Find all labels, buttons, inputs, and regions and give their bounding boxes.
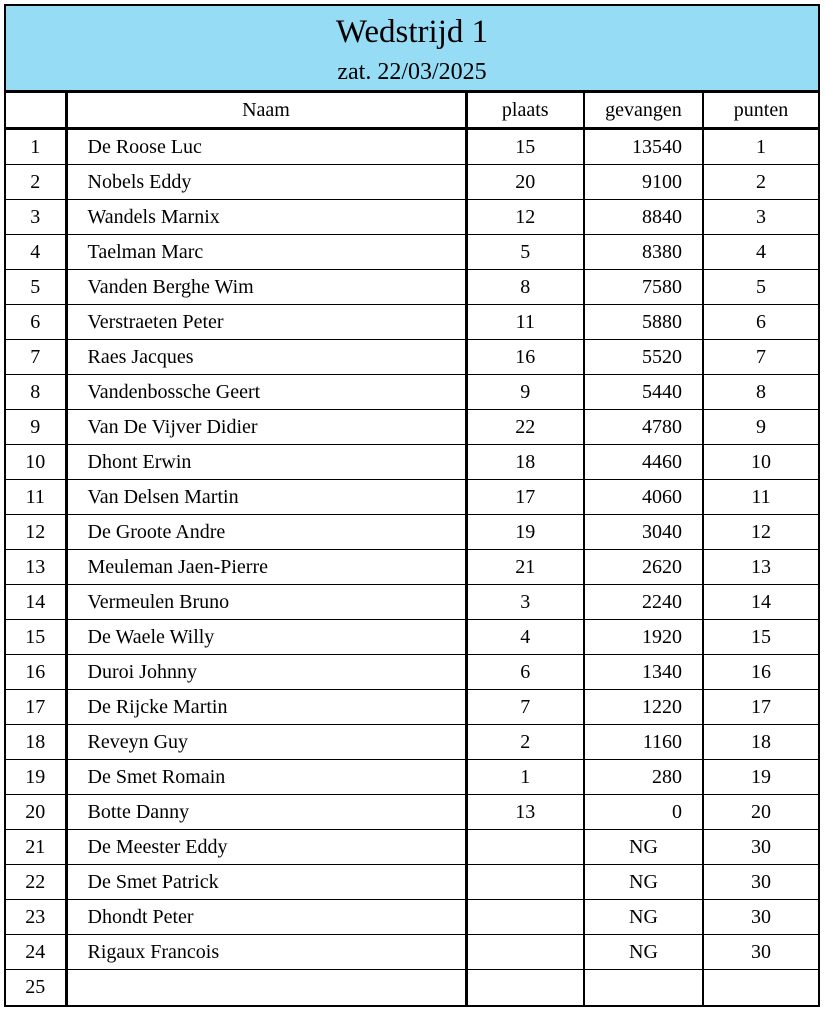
cell-place: 12 — [466, 200, 584, 235]
cell-caught: 0 — [584, 795, 703, 830]
cell-points — [703, 970, 818, 1005]
cell-place — [466, 970, 584, 1005]
cell-points: 4 — [703, 235, 818, 270]
table-row — [6, 690, 818, 725]
cell-name: Meuleman Jaen-Pierre — [66, 550, 466, 585]
cell-name: Wandels Marnix — [66, 200, 466, 235]
table-row — [6, 655, 818, 690]
results-sheet — [4, 4, 820, 1007]
cell-place: 8 — [466, 270, 584, 305]
cell-name: Verstraeten Peter — [66, 305, 466, 340]
column-header-rank — [6, 93, 66, 129]
table-row — [6, 725, 818, 760]
cell-caught: 2620 — [584, 550, 703, 585]
cell-place — [466, 900, 584, 935]
header-row — [6, 93, 818, 129]
cell-place: 2 — [466, 725, 584, 760]
column-header-place: plaats — [466, 93, 584, 129]
cell-rank: 9 — [6, 410, 66, 445]
cell-caught: 3040 — [584, 515, 703, 550]
cell-rank: 4 — [6, 235, 66, 270]
cell-caught: 1160 — [584, 725, 703, 760]
table-row — [6, 375, 818, 410]
cell-caught: 8380 — [584, 235, 703, 270]
column-header-caught: gevangen — [584, 93, 703, 129]
cell-rank: 11 — [6, 480, 66, 515]
cell-name: Reveyn Guy — [66, 725, 466, 760]
cell-points: 30 — [703, 900, 818, 935]
cell-place: 13 — [466, 795, 584, 830]
cell-points: 13 — [703, 550, 818, 585]
competition-date: zat. 22/03/2025 — [337, 59, 487, 85]
cell-caught: 8840 — [584, 200, 703, 235]
cell-place: 1 — [466, 760, 584, 795]
cell-place: 20 — [466, 165, 584, 200]
cell-name: De Smet Patrick — [66, 865, 466, 900]
cell-rank: 12 — [6, 515, 66, 550]
cell-caught: 7580 — [584, 270, 703, 305]
results-body — [6, 129, 818, 1005]
cell-rank: 25 — [6, 970, 66, 1005]
table-row — [6, 270, 818, 305]
table-row — [6, 970, 818, 1005]
cell-name: Botte Danny — [66, 795, 466, 830]
cell-caught: 4460 — [584, 445, 703, 480]
cell-caught: 1340 — [584, 655, 703, 690]
table-row — [6, 550, 818, 585]
table-row — [6, 900, 818, 935]
cell-caught: 1220 — [584, 690, 703, 725]
table-row — [6, 830, 818, 865]
cell-rank: 1 — [6, 129, 66, 165]
cell-rank: 22 — [6, 865, 66, 900]
cell-caught: 4780 — [584, 410, 703, 445]
cell-rank: 19 — [6, 760, 66, 795]
cell-rank: 5 — [6, 270, 66, 305]
cell-name: Van Delsen Martin — [66, 480, 466, 515]
cell-caught: 280 — [584, 760, 703, 795]
cell-name: De Roose Luc — [66, 129, 466, 165]
cell-points: 8 — [703, 375, 818, 410]
table-row — [6, 760, 818, 795]
cell-points: 3 — [703, 200, 818, 235]
cell-name: Vandenbossche Geert — [66, 375, 466, 410]
cell-caught: 13540 — [584, 129, 703, 165]
table-row — [6, 515, 818, 550]
table-row — [6, 620, 818, 655]
cell-points: 9 — [703, 410, 818, 445]
cell-points: 2 — [703, 165, 818, 200]
cell-name: De Smet Romain — [66, 760, 466, 795]
cell-rank: 7 — [6, 340, 66, 375]
cell-place: 15 — [466, 129, 584, 165]
cell-rank: 2 — [6, 165, 66, 200]
cell-caught: 5520 — [584, 340, 703, 375]
cell-rank: 18 — [6, 725, 66, 760]
cell-name: Vanden Berghe Wim — [66, 270, 466, 305]
cell-place: 22 — [466, 410, 584, 445]
cell-caught: NG — [584, 865, 703, 900]
cell-name: Vermeulen Bruno — [66, 585, 466, 620]
cell-rank: 6 — [6, 305, 66, 340]
cell-caught: NG — [584, 935, 703, 970]
cell-name: Dhondt Peter — [66, 900, 466, 935]
cell-caught: 5880 — [584, 305, 703, 340]
cell-caught: 2240 — [584, 585, 703, 620]
cell-rank: 8 — [6, 375, 66, 410]
cell-rank: 15 — [6, 620, 66, 655]
cell-points: 5 — [703, 270, 818, 305]
cell-place: 21 — [466, 550, 584, 585]
cell-name: Rigaux Francois — [66, 935, 466, 970]
cell-name: Van De Vijver Didier — [66, 410, 466, 445]
cell-place: 17 — [466, 480, 584, 515]
cell-caught: 1920 — [584, 620, 703, 655]
table-row — [6, 200, 818, 235]
cell-points: 6 — [703, 305, 818, 340]
cell-rank: 13 — [6, 550, 66, 585]
cell-points: 16 — [703, 655, 818, 690]
cell-place — [466, 865, 584, 900]
cell-caught: 4060 — [584, 480, 703, 515]
table-row — [6, 235, 818, 270]
cell-place: 5 — [466, 235, 584, 270]
cell-name: Nobels Eddy — [66, 165, 466, 200]
cell-points: 18 — [703, 725, 818, 760]
cell-place: 6 — [466, 655, 584, 690]
table-row — [6, 165, 818, 200]
cell-place: 9 — [466, 375, 584, 410]
column-header-name: Naam — [66, 93, 466, 129]
cell-name: Duroi Johnny — [66, 655, 466, 690]
cell-points: 7 — [703, 340, 818, 375]
cell-points: 14 — [703, 585, 818, 620]
cell-place — [466, 935, 584, 970]
cell-points: 11 — [703, 480, 818, 515]
table-row — [6, 585, 818, 620]
cell-points: 30 — [703, 865, 818, 900]
table-row — [6, 445, 818, 480]
table-row — [6, 340, 818, 375]
table-row — [6, 935, 818, 970]
cell-rank: 16 — [6, 655, 66, 690]
cell-rank: 3 — [6, 200, 66, 235]
cell-place: 19 — [466, 515, 584, 550]
cell-place: 18 — [466, 445, 584, 480]
cell-caught: NG — [584, 900, 703, 935]
cell-rank: 10 — [6, 445, 66, 480]
table-row — [6, 410, 818, 445]
cell-rank: 17 — [6, 690, 66, 725]
cell-caught: NG — [584, 830, 703, 865]
cell-name: De Waele Willy — [66, 620, 466, 655]
cell-name: Taelman Marc — [66, 235, 466, 270]
table-row — [6, 480, 818, 515]
cell-points: 12 — [703, 515, 818, 550]
table-row — [6, 129, 818, 165]
cell-name: Dhont Erwin — [66, 445, 466, 480]
cell-rank: 23 — [6, 900, 66, 935]
cell-place: 16 — [466, 340, 584, 375]
cell-name: De Groote Andre — [66, 515, 466, 550]
cell-points: 20 — [703, 795, 818, 830]
cell-rank: 14 — [6, 585, 66, 620]
cell-place: 3 — [466, 585, 584, 620]
cell-place: 7 — [466, 690, 584, 725]
cell-rank: 21 — [6, 830, 66, 865]
cell-points: 15 — [703, 620, 818, 655]
cell-place — [466, 830, 584, 865]
competition-title: Wedstrijd 1 — [335, 14, 489, 50]
cell-name — [66, 970, 466, 1005]
cell-caught — [584, 970, 703, 1005]
table-row — [6, 795, 818, 830]
cell-place: 11 — [466, 305, 584, 340]
table-row — [6, 865, 818, 900]
cell-points: 10 — [703, 445, 818, 480]
cell-rank: 24 — [6, 935, 66, 970]
cell-caught: 9100 — [584, 165, 703, 200]
cell-caught: 5440 — [584, 375, 703, 410]
cell-name: De Rijcke Martin — [66, 690, 466, 725]
cell-points: 30 — [703, 830, 818, 865]
cell-rank: 20 — [6, 795, 66, 830]
column-header-points: punten — [703, 93, 818, 129]
cell-place: 4 — [466, 620, 584, 655]
table-row — [6, 305, 818, 340]
cell-points: 30 — [703, 935, 818, 970]
title-block — [6, 6, 818, 92]
cell-points: 1 — [703, 129, 818, 165]
results-table — [6, 92, 818, 1005]
cell-name: De Meester Eddy — [66, 830, 466, 865]
cell-points: 17 — [703, 690, 818, 725]
cell-name: Raes Jacques — [66, 340, 466, 375]
cell-points: 19 — [703, 760, 818, 795]
